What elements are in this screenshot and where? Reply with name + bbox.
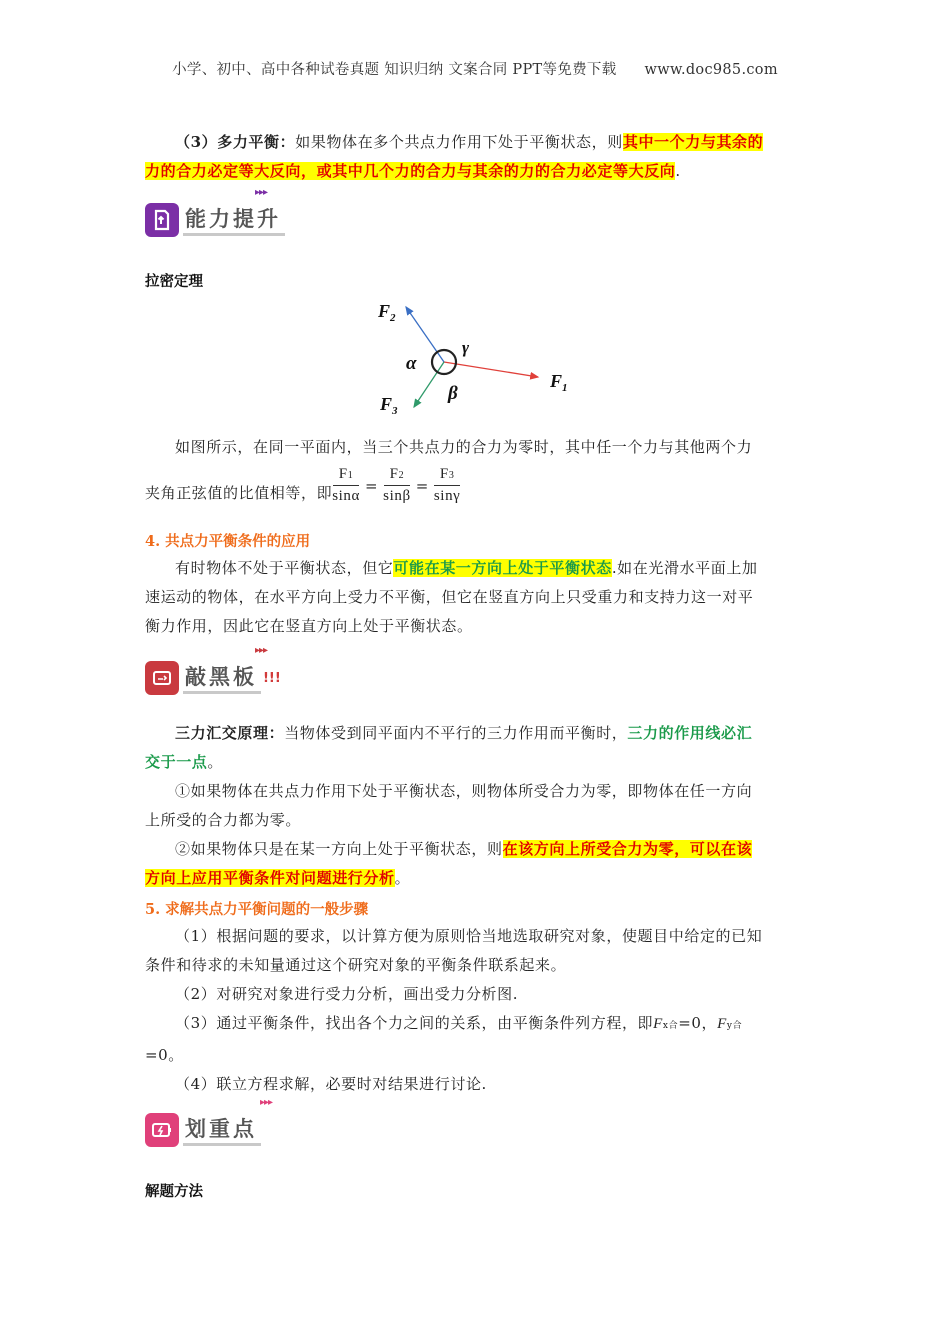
method-title: 解题方法 <box>145 1183 203 1200</box>
item1-line-2: 上所受的合力都为零。 <box>145 811 302 829</box>
header-site[interactable]: www.doc985.com <box>644 62 778 78</box>
multi-force-end: . <box>675 162 681 180</box>
item2-pre: ②如果物体只是在某一方向上处于平衡状态，则 <box>175 840 503 858</box>
sec4-pre: 有时物体不处于平衡状态，但它 <box>175 559 394 577</box>
multi-force-label: （3）多力平衡： <box>175 133 296 151</box>
force-f1-arrow <box>444 362 538 377</box>
sec4-line-2: 速运动的物体，在水平方向上受力不平衡，但它在竖直方向上只受重力和支持力这一对平 <box>145 588 754 606</box>
label-beta: β <box>448 383 458 404</box>
item-2-paragraph <box>145 835 805 893</box>
blackboard-exclaim: !!! <box>263 670 281 686</box>
item-1-paragraph <box>145 777 805 835</box>
step-3-eq-1: =0， <box>678 1014 718 1032</box>
blackboard-icon <box>145 661 179 695</box>
blackboard-badge <box>145 645 281 698</box>
label-f1: $F_1$ <box>550 371 568 394</box>
sec4-line-3: 衡力作用，因此它在竖直方向上处于平衡状态。 <box>145 617 473 635</box>
step-3-fx-sub: x合 <box>662 1021 679 1031</box>
label-gamma: γ <box>462 338 470 357</box>
ability-arrows-icon: ▸▸▸ <box>255 187 268 198</box>
lami-paragraph <box>145 433 805 462</box>
section-5-steps <box>145 922 805 1099</box>
label-alpha: α <box>406 353 417 374</box>
force-f3-arrow <box>414 362 444 407</box>
lami-line-1: 如图所示，在同一平面内，当三个共点力的合力为零时，其中任一个力与其他两个力 <box>175 438 753 456</box>
step-4: （4）联立方程求解，必要时对结果进行讨论. <box>175 1075 487 1093</box>
sec4-post: .如在光滑水平面上加 <box>611 559 758 577</box>
three-force-green-2: 交于一点 <box>145 753 208 771</box>
lami-line-2: 夹角正弦值的比值相等，即 <box>145 484 333 502</box>
keypoint-badge <box>145 1097 273 1150</box>
lami-equation-line <box>145 465 460 508</box>
header-text: 小学、初中、高中各种试卷真题 知识归纳 文案合同 PPT等免费下载 <box>172 62 617 78</box>
fraction-f2: $\frac{F2}{\sin\beta}$ <box>383 466 411 504</box>
lami-force-diagram <box>370 295 580 420</box>
item2-end: 。 <box>394 869 411 887</box>
step-3-fy-sub: y合 <box>726 1021 743 1031</box>
keypoint-icon <box>145 1113 179 1147</box>
step-3-fy: F <box>717 1016 727 1032</box>
label-f2: $F_2$ <box>378 301 396 324</box>
eq-sign-1: = <box>364 476 379 495</box>
step-1-line-2: 条件和待求的未知量通过这个研究对象的平衡条件联系起来。 <box>145 956 567 974</box>
step-3-fx: F <box>653 1016 663 1032</box>
page-header <box>0 58 950 79</box>
keypoint-title: 划重点 <box>183 1115 261 1146</box>
item2-highlight-2: 方向上应用平衡条件对问题进行分析 <box>145 869 395 887</box>
blackboard-arrows-icon: ▸▸▸ <box>255 645 268 656</box>
step-3-line-2: =0。 <box>145 1046 184 1064</box>
item1-line-1: ①如果物体在共点力作用下处于平衡状态，则物体所受合力为零，即物体在任一方向 <box>175 782 753 800</box>
label-f3: $F_3$ <box>380 394 398 417</box>
lami-equation <box>332 465 460 506</box>
item2-highlight-1: 在该方向上所受合力为零，可以在该 <box>502 840 753 858</box>
three-force-green-1: 三力的作用线必汇 <box>627 724 753 742</box>
step-1-line-1: （1）根据问题的要求，以计算方便为原则恰当地选取研究对象，使题目中给定的已知 <box>175 927 763 945</box>
ability-badge <box>145 187 285 240</box>
multi-force-highlight-1: 其中一个力与其余的 <box>622 133 764 151</box>
ability-title: 能力提升 <box>183 205 285 236</box>
section-5-title: 5. 求解共点力平衡问题的一般步骤 <box>145 901 369 918</box>
fraction-f3: $\frac{F3}{\sin\gamma}$ <box>433 466 461 504</box>
three-force-end: 。 <box>207 753 224 771</box>
three-force-label: 三力汇交原理： <box>175 724 285 742</box>
blackboard-title: 敲黑板 <box>183 663 261 694</box>
multi-force-text: 如果物体在多个共点力作用下处于平衡状态，则 <box>295 133 623 151</box>
section-4-title: 4. 共点力平衡条件的应用 <box>145 533 311 550</box>
fraction-f1: $\frac{F1}{\sin\alpha}$ <box>332 466 360 504</box>
ability-icon <box>145 203 179 237</box>
step-3-text: （3）通过平衡条件，找出各个力之间的关系，由平衡条件列方程，即 <box>175 1014 654 1032</box>
keypoint-arrows-icon: ▸▸▸ <box>260 1097 273 1108</box>
section-4-paragraph <box>145 554 805 641</box>
multi-force-paragraph <box>145 128 805 186</box>
step-2: （2）对研究对象进行受力分析，画出受力分析图. <box>175 985 519 1003</box>
lami-title: 拉密定理 <box>145 273 203 290</box>
multi-force-highlight-2: 力的合力必定等大反向，或其中几个力的合力与其余的力的合力必定等大反向 <box>145 162 676 180</box>
sec4-highlight: 可能在某一方向上处于平衡状态 <box>393 559 612 577</box>
three-force-paragraph <box>145 719 805 777</box>
eq-sign-2: = <box>415 476 429 495</box>
three-force-text: 当物体受到同平面内不平行的三力作用而平衡时， <box>284 724 628 742</box>
